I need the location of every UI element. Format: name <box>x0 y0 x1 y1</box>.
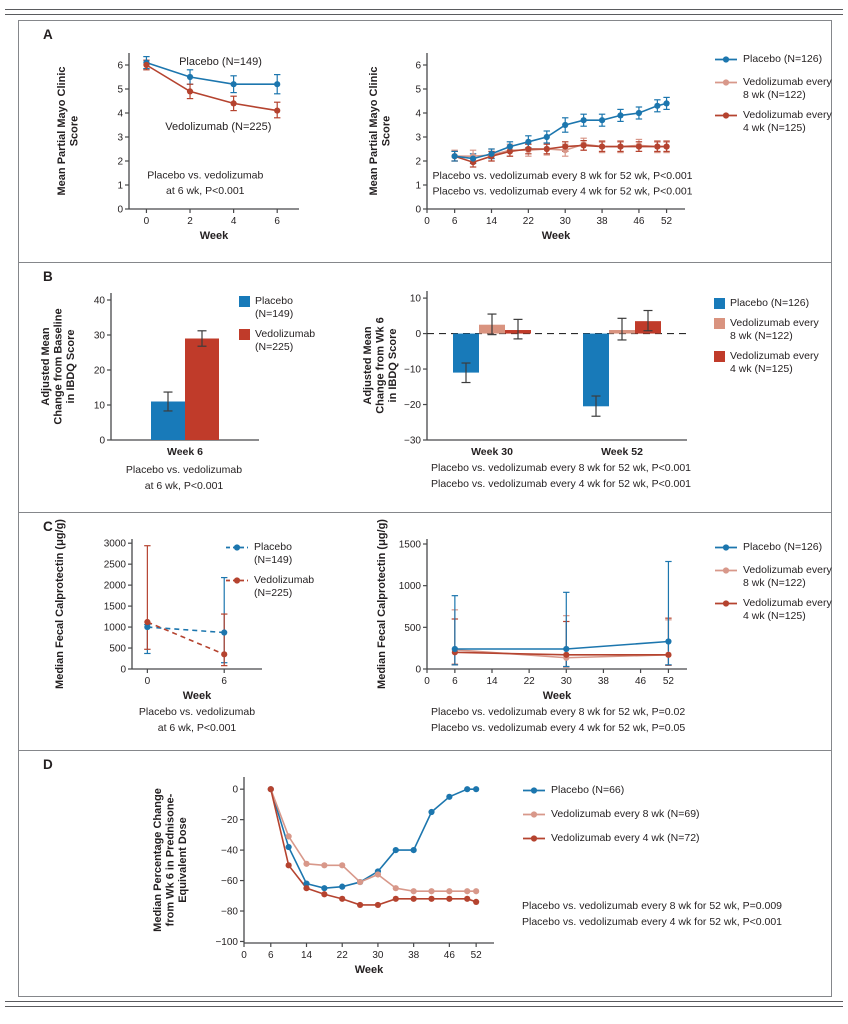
svg-text:0: 0 <box>241 950 247 961</box>
svg-text:0: 0 <box>232 784 238 796</box>
legend-label: Vedolizumab every 4 wk (N=125) <box>730 350 819 375</box>
svg-text:Median Fecal Calprotectin (μg/: Median Fecal Calprotectin (μg/g) <box>376 519 388 689</box>
note-calprotectin-induction: Placebo vs. vedolizumab at 6 wk, P<0.001 <box>138 706 256 734</box>
legend-item <box>522 808 700 824</box>
line-dot-icon <box>714 565 738 580</box>
legend-label: Vedolizumab every 4 wk (N=72) <box>551 832 700 844</box>
svg-text:30: 30 <box>560 676 572 687</box>
svg-text:0: 0 <box>143 216 150 227</box>
chart-ibdq-induction <box>39 281 269 466</box>
chart-ibdq-maintenance <box>361 281 697 466</box>
svg-text:at 6 wk, P<0.001: at 6 wk, P<0.001 <box>166 185 245 198</box>
svg-text:Score: Score <box>380 115 393 147</box>
panel-c-label: C <box>43 519 53 534</box>
svg-text:0: 0 <box>99 435 105 447</box>
svg-text:Mean Partial Mayo Clinic: Mean Partial Mayo Clinic <box>368 66 380 196</box>
svg-text:46: 46 <box>443 950 455 961</box>
svg-text:Placebo vs. vedolizumab every: Placebo vs. vedolizumab every 4 wk for 52 wk, P<0.001 <box>432 185 693 198</box>
square-icon <box>714 351 725 362</box>
svg-text:−30: −30 <box>404 435 421 447</box>
dash-dot-icon <box>225 575 249 590</box>
svg-text:6: 6 <box>274 216 280 227</box>
panel-c <box>19 513 831 751</box>
svg-text:3000: 3000 <box>103 538 126 550</box>
note-ibdq-induction: Placebo vs. vedolizumab at 6 wk, P<0.001 <box>125 464 243 492</box>
svg-text:30: 30 <box>559 216 571 227</box>
legend-label: Placebo (N=126) <box>743 541 823 553</box>
svg-text:Placebo vs. vedolizumab every: Placebo vs. vedolizumab every 8 wk for 52 wk, P<0.001 <box>432 170 693 182</box>
legend-label: Placebo (N=126) <box>730 297 810 309</box>
panel-a-label: A <box>43 27 53 42</box>
svg-text:1: 1 <box>117 180 123 192</box>
svg-text:46: 46 <box>633 216 645 227</box>
svg-text:0: 0 <box>415 329 421 341</box>
square-icon <box>239 329 250 340</box>
svg-text:Change from Wk 6: Change from Wk 6 <box>374 317 387 414</box>
line-dot-icon <box>714 77 738 92</box>
legend-panel-c <box>714 541 832 623</box>
panel-b-label: B <box>43 269 53 284</box>
svg-text:0: 0 <box>144 676 151 687</box>
svg-text:Week: Week <box>542 690 572 702</box>
chart-mayo-maintenance <box>361 39 697 249</box>
svg-text:Week 52: Week 52 <box>601 446 643 458</box>
svg-text:1000: 1000 <box>398 581 421 593</box>
svg-text:−10: −10 <box>404 364 421 376</box>
legend-item <box>714 76 832 102</box>
svg-text:2: 2 <box>117 156 123 168</box>
svg-text:2000: 2000 <box>103 580 126 592</box>
legend-ibdq-induction <box>239 295 315 354</box>
svg-text:in IBDQ Score: in IBDQ Score <box>65 329 77 404</box>
top-double-rule <box>5 9 843 15</box>
svg-text:Week: Week <box>354 964 384 976</box>
line-dot-icon <box>522 785 546 800</box>
svg-text:4: 4 <box>415 108 421 120</box>
svg-text:1500: 1500 <box>103 601 126 613</box>
svg-text:0: 0 <box>117 204 123 216</box>
svg-text:6: 6 <box>117 60 123 72</box>
svg-text:30: 30 <box>372 950 384 961</box>
svg-text:38: 38 <box>597 676 609 687</box>
svg-text:38: 38 <box>596 216 608 227</box>
svg-text:Adjusted Mean: Adjusted Mean <box>40 327 52 406</box>
legend-label: Vedolizumab every 8 wk (N=122) <box>743 76 832 101</box>
legend-label: Placebo (N=149) <box>255 295 294 320</box>
legend-label: Vedolizumab every 8 wk (N=122) <box>730 317 819 342</box>
svg-text:14: 14 <box>486 676 498 687</box>
legend-item <box>239 328 315 354</box>
svg-text:52: 52 <box>661 216 673 227</box>
legend-item <box>225 541 314 567</box>
svg-text:Week: Week <box>541 230 571 242</box>
svg-text:3: 3 <box>415 132 421 144</box>
panel-d-label: D <box>43 757 53 772</box>
svg-text:14: 14 <box>485 216 498 227</box>
legend-item <box>714 317 819 343</box>
legend-item <box>522 832 700 848</box>
line-dot-icon <box>714 110 738 125</box>
line-dot-icon <box>714 542 738 557</box>
chart-calprotectin-maintenance <box>361 519 697 717</box>
svg-text:14: 14 <box>300 950 313 961</box>
legend-item <box>714 109 832 135</box>
legend-item <box>714 564 832 590</box>
legend-panel-b <box>714 297 819 376</box>
legend-label: Vedolizumab every 4 wk (N=125) <box>743 109 832 134</box>
svg-text:0: 0 <box>120 664 126 676</box>
chart-prednisone-dose <box>147 763 512 993</box>
legend-label: Vedolizumab every 8 wk (N=69) <box>551 808 700 820</box>
svg-text:1: 1 <box>415 180 421 192</box>
legend-item <box>714 53 832 69</box>
dash-dot-icon <box>225 542 249 557</box>
svg-text:−40: −40 <box>221 845 238 857</box>
bottom-double-rule <box>5 1001 843 1007</box>
note-prednisone-dose: Placebo vs. vedolizumab every 8 wk for 52 wk, P=0.009 Placebo vs. vedolizumab every 4 wk for 52 wk, P<0.001 <box>522 900 783 928</box>
svg-text:−20: −20 <box>221 815 238 827</box>
svg-text:5: 5 <box>415 84 421 96</box>
svg-text:Placebo vs. vedolizumab: Placebo vs. vedolizumab <box>147 169 264 182</box>
legend-label: Placebo (N=66) <box>551 784 625 796</box>
svg-text:Placebo (N=149): Placebo (N=149) <box>179 56 262 68</box>
note-ibdq-maintenance: Placebo vs. vedolizumab every 8 wk for 52 wk, P<0.001 Placebo vs. vedolizumab every 4 wk for 52 wk, P<0.001 <box>431 462 692 490</box>
square-icon <box>239 296 250 307</box>
svg-text:2: 2 <box>415 156 421 168</box>
line-dot-icon <box>714 598 738 613</box>
svg-text:22: 22 <box>336 950 348 961</box>
svg-text:40: 40 <box>93 295 105 307</box>
svg-text:22: 22 <box>523 676 535 687</box>
svg-text:500: 500 <box>109 643 126 655</box>
svg-text:Week: Week <box>199 230 229 242</box>
svg-text:6: 6 <box>451 216 458 227</box>
svg-text:0: 0 <box>415 204 421 216</box>
svg-text:0: 0 <box>415 664 421 676</box>
legend-item <box>225 574 314 600</box>
svg-text:Median Fecal Calprotectin (μg/: Median Fecal Calprotectin (μg/g) <box>54 519 66 689</box>
legend-item <box>239 295 315 321</box>
svg-text:38: 38 <box>408 950 420 961</box>
svg-text:Adjusted Mean: Adjusted Mean <box>362 326 374 405</box>
svg-text:6: 6 <box>268 950 274 961</box>
svg-text:Mean Partial Mayo Clinic: Mean Partial Mayo Clinic <box>56 66 68 196</box>
svg-text:500: 500 <box>404 622 421 634</box>
svg-text:4: 4 <box>117 108 123 120</box>
legend-item <box>714 541 832 557</box>
svg-text:Vedolizumab (N=225): Vedolizumab (N=225) <box>165 120 272 133</box>
svg-text:Week: Week <box>182 690 212 702</box>
svg-text:52: 52 <box>470 950 482 961</box>
svg-text:−80: −80 <box>221 906 238 918</box>
svg-text:Week 30: Week 30 <box>471 446 513 458</box>
svg-text:6: 6 <box>221 676 227 687</box>
svg-text:Median Percentage Change: Median Percentage Change <box>152 788 164 932</box>
svg-text:in IBDQ Score: in IBDQ Score <box>387 328 399 403</box>
legend-item <box>714 350 819 376</box>
chart-mayo-induction <box>49 39 319 249</box>
svg-text:2500: 2500 <box>103 559 126 571</box>
svg-text:1000: 1000 <box>103 622 126 634</box>
svg-text:46: 46 <box>635 676 647 687</box>
svg-text:2: 2 <box>187 216 193 227</box>
svg-text:0: 0 <box>424 676 430 687</box>
svg-text:10: 10 <box>409 293 421 305</box>
legend-label: Placebo (N=126) <box>743 53 823 65</box>
svg-text:Week 6: Week 6 <box>167 446 203 458</box>
svg-text:Equivalent Dose: Equivalent Dose <box>177 817 189 903</box>
square-icon <box>714 298 725 309</box>
note-calprotectin-maintenance: Placebo vs. vedolizumab every 8 wk for 52 wk, P=0.02 Placebo vs. vedolizumab every 4 wk for 52 wk, P=0.05 <box>431 706 686 734</box>
legend-label: Placebo (N=149) <box>254 541 293 566</box>
svg-text:52: 52 <box>662 676 674 687</box>
legend-calprotectin-induction <box>225 541 314 600</box>
svg-text:Score: Score <box>68 115 81 147</box>
svg-text:5: 5 <box>117 84 123 96</box>
svg-text:10: 10 <box>93 400 105 412</box>
legend-label: Vedolizumab every 8 wk (N=122) <box>743 564 832 589</box>
svg-text:0: 0 <box>424 216 430 227</box>
panel-b <box>19 263 831 513</box>
panel-a <box>19 21 831 263</box>
legend-label: Vedolizumab (N=225) <box>255 328 316 353</box>
svg-text:−100: −100 <box>215 936 238 948</box>
legend-item <box>522 784 700 800</box>
line-dot-icon <box>714 54 738 69</box>
svg-text:30: 30 <box>93 330 105 342</box>
line-dot-icon <box>522 833 546 848</box>
legend-item <box>714 597 832 623</box>
svg-text:1500: 1500 <box>398 539 421 551</box>
svg-text:4: 4 <box>230 216 237 227</box>
svg-text:6: 6 <box>415 60 421 72</box>
legend-label: Vedolizumab (N=225) <box>254 574 315 599</box>
figure-box <box>18 20 832 997</box>
svg-text:20: 20 <box>93 365 105 377</box>
svg-text:3: 3 <box>117 132 123 144</box>
svg-text:Change from Baseline: Change from Baseline <box>52 308 65 425</box>
svg-text:22: 22 <box>522 216 534 227</box>
svg-text:−20: −20 <box>404 400 421 412</box>
square-icon <box>714 318 725 329</box>
legend-panel-a <box>714 53 832 135</box>
svg-text:6: 6 <box>452 676 458 687</box>
line-dot-icon <box>522 809 546 824</box>
svg-text:−60: −60 <box>221 876 238 888</box>
legend-panel-d <box>522 784 700 848</box>
legend-item <box>714 297 819 310</box>
panel-d <box>19 751 831 992</box>
svg-text:from Wk 6 in Prednisone-: from Wk 6 in Prednisone- <box>164 793 177 927</box>
legend-label: Vedolizumab every 4 wk (N=125) <box>743 597 832 622</box>
